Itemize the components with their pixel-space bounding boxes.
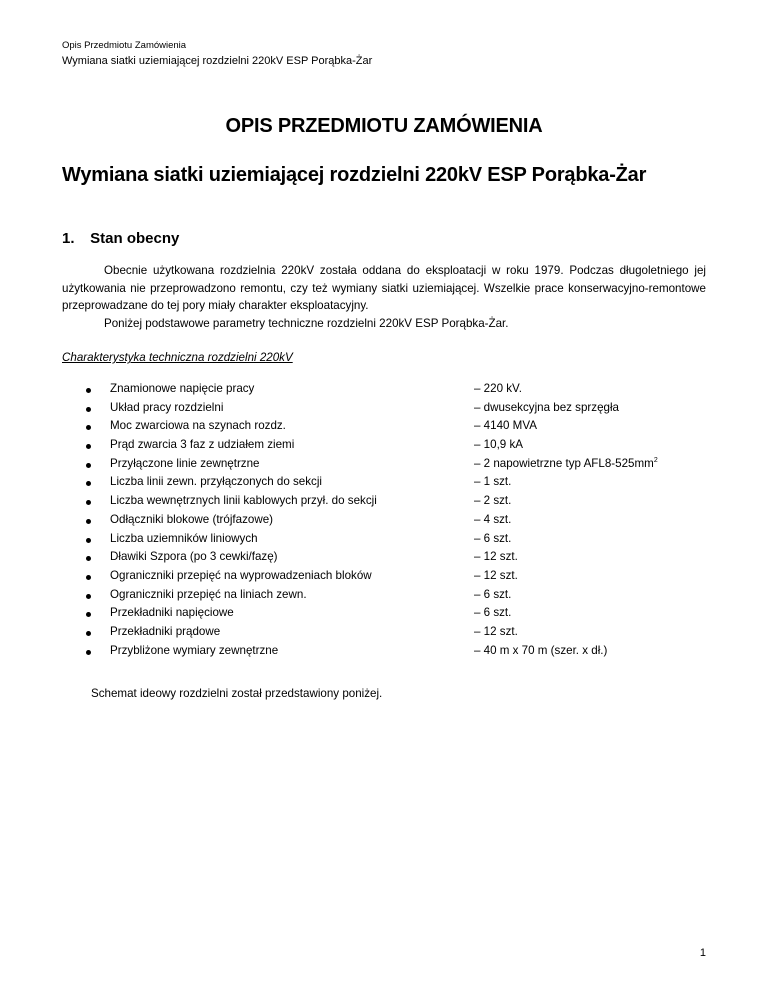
spec-label: Prąd zwarcia 3 faz z udziałem ziemi <box>110 438 295 452</box>
document-title: OPIS PRZEDMIOTU ZAMÓWIENIA <box>225 115 543 137</box>
spec-item <box>86 455 686 474</box>
spec-value <box>474 623 518 642</box>
spec-value <box>474 567 518 586</box>
spec-item <box>86 380 686 399</box>
header-title: Wymiana siatki uziemiającej rozdzielni 220kV ESP Porąbka-Żar <box>62 55 373 67</box>
spec-label: Ograniczniki przepięć na wyprowadzeniach bloków <box>110 568 372 582</box>
spec-item <box>86 567 686 586</box>
spec-item <box>86 417 686 436</box>
spec-item <box>86 399 686 418</box>
spec-item <box>86 473 686 492</box>
spec-value-text: – 2 napowietrzne typ AFL8-525mm <box>474 456 654 470</box>
bullet-icon <box>86 444 91 449</box>
spec-value <box>474 604 511 623</box>
bullet-icon <box>86 631 91 636</box>
page-number: 1 <box>699 947 706 959</box>
section-heading <box>62 229 179 249</box>
spec-item <box>86 642 686 661</box>
spec-value <box>474 380 522 399</box>
spec-value-text: – 4 szt. <box>474 512 512 526</box>
spec-item <box>86 586 686 605</box>
spec-value-text: – 10,9 kA <box>474 438 523 452</box>
bullet-icon <box>86 650 91 655</box>
spec-item <box>86 604 686 623</box>
spec-label: Moc zwarciowa na szynach rozdz. <box>110 419 286 433</box>
bullet-icon <box>86 556 91 561</box>
spec-value <box>474 473 511 492</box>
spec-value <box>474 455 658 474</box>
bullet-icon <box>86 481 91 486</box>
spec-value <box>474 586 511 605</box>
spec-label: Ograniczniki przepięć na liniach zewn. <box>110 587 307 601</box>
specs-list <box>86 380 686 660</box>
spec-value <box>474 530 511 549</box>
spec-label: Dławiki Szpora (po 3 cewki/fazę) <box>110 550 278 564</box>
paragraph-1: Obecnie użytkowana rozdzielnia 220kV została oddana do eksploatacji w roku 1979. Podczas długoletniego jej użytkowania nie przeprowadzono remontu, czy też wymiany siatki uziemiającej. Wszelkie prace konserwacyjno-remontowe przeprowadzane do tej pory miały charakter eksploatacyjny. <box>62 264 706 313</box>
spec-value-text: – 12 szt. <box>474 568 518 582</box>
spec-value-text: – 2 szt. <box>474 494 512 508</box>
spec-value-text: – 6 szt. <box>474 587 512 601</box>
bullet-icon <box>86 575 91 580</box>
spec-label: Przekładniki prądowe <box>110 624 221 638</box>
bullet-icon <box>86 388 91 393</box>
bullet-icon <box>86 538 91 543</box>
bullet-icon <box>86 519 91 524</box>
spec-value-text: – 12 szt. <box>474 550 518 564</box>
specs-heading: Charakterystyka techniczna rozdzielni 220kV <box>62 351 293 364</box>
spec-label: Znamionowe napięcie pracy <box>110 382 255 395</box>
bullet-icon <box>86 612 91 617</box>
spec-value <box>474 436 523 455</box>
section-number: 1. <box>62 230 75 247</box>
spec-item <box>86 530 686 549</box>
bullet-icon <box>86 407 91 412</box>
spec-value-text: – 40 m x 70 m (szer. x dł.) <box>474 643 608 657</box>
bullet-icon <box>86 425 91 430</box>
spec-value <box>474 417 537 436</box>
spec-value-text: – 12 szt. <box>474 624 518 638</box>
spec-item <box>86 623 686 642</box>
document-subtitle: Wymiana siatki uziemiającej rozdzielni 220kV ESP Porąbka-Żar <box>62 164 647 186</box>
spec-label: Odłączniki blokowe (trójfazowe) <box>110 512 274 526</box>
spec-value <box>474 642 607 661</box>
spec-label: Przekładniki napięciowe <box>110 606 234 620</box>
paragraph-2: Poniżej podstawowe parametry techniczne rozdzielni 220kV ESP Porąbka-Żar. <box>104 316 509 330</box>
spec-value-text: – 220 kV. <box>474 382 522 395</box>
spec-label: Liczba uziemników liniowych <box>110 531 258 545</box>
spec-item <box>86 436 686 455</box>
spec-value-text: – 6 szt. <box>474 531 512 545</box>
spec-label: Liczba wewnętrznych linii kablowych przył. do sekcji <box>110 494 377 508</box>
spec-value-text: – 1 szt. <box>474 475 512 489</box>
closing-sentence: Schemat ideowy rozdzielni został przedstawiony poniżej. <box>91 687 383 700</box>
spec-item <box>86 492 686 511</box>
spec-value-superscript: 2 <box>653 456 658 464</box>
bullet-icon <box>86 594 91 599</box>
section-body <box>62 262 706 332</box>
spec-value-text: – dwusekcyjna bez sprzęgła <box>474 400 620 414</box>
spec-item <box>86 511 686 530</box>
spec-value <box>474 492 511 511</box>
bullet-icon <box>86 500 91 505</box>
spec-label: Układ pracy rozdzielni <box>110 400 224 414</box>
bullet-icon <box>86 463 91 468</box>
spec-label: Liczba linii zewn. przyłączonych do sekcji <box>110 475 322 489</box>
section-heading-text: Stan obecny <box>90 230 180 247</box>
spec-label: Przybliżone wymiary zewnętrzne <box>110 643 279 657</box>
spec-label: Przyłączone linie zewnętrzne <box>110 456 260 470</box>
spec-value-text: – 4140 MVA <box>474 419 537 433</box>
spec-value <box>474 399 619 418</box>
spec-item <box>86 548 686 567</box>
spec-value <box>474 548 518 567</box>
header-small: Opis Przedmiotu Zamówienia <box>62 40 187 51</box>
spec-value-text: – 6 szt. <box>474 606 512 620</box>
spec-value <box>474 511 511 530</box>
